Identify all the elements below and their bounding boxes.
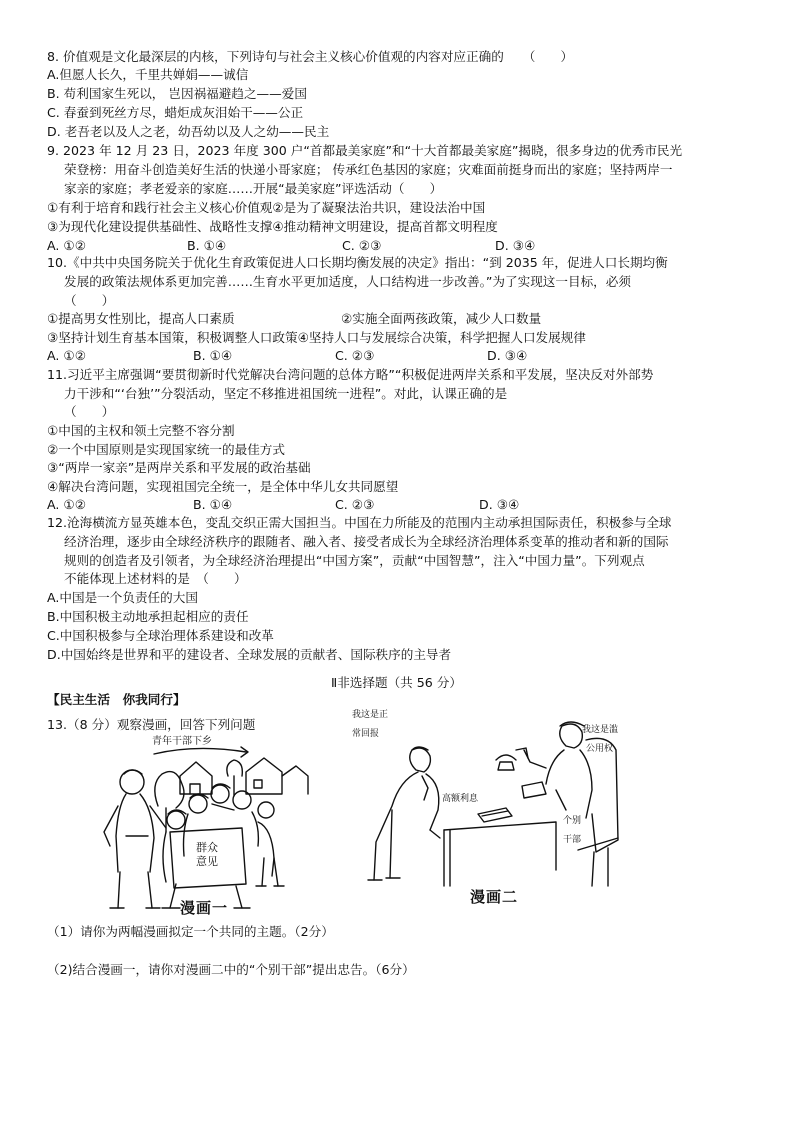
comic-one-banner: 青年干部下乡 xyxy=(152,736,212,747)
q8-option-d[interactable]: D. 老吾老以及人之老，幼吾幼以及人之幼——民主 xyxy=(47,124,330,139)
q11-statement-2: ②一个中国原则是实现国家统一的最佳方式 xyxy=(47,442,285,457)
q8-option-c[interactable]: C. 春蚕到死丝方尽，蜡炬成灰泪始干——公正 xyxy=(47,105,304,120)
q9-stem-line1: 9. 2023 年 12 月 23 日，2023 年度 300 户“首都最美家庭”和“十大首都最美家庭”揭晓，很多身边的优秀市民光 xyxy=(47,143,683,158)
comic-one-sign-line2: 意见 xyxy=(196,855,218,868)
q13-part1: （1）请你为两幅漫画拟定一个共同的主题。（2分） xyxy=(47,924,334,939)
comic-one-caption: 漫画一 xyxy=(180,899,229,917)
q9-options xyxy=(47,237,607,254)
q9-statements-2: ③为现代化建设提供基础性、战略性支撑④推动精神文明建设，提高首都文明程度 xyxy=(47,219,498,234)
comic-two-cadre-line2: 干部 xyxy=(563,835,582,845)
comic-two-speech-left-line2: 常回报 xyxy=(352,729,380,739)
q10-option-b[interactable]: B. ①④ xyxy=(193,348,233,363)
comic-one xyxy=(96,736,311,918)
q10-option-c[interactable]: C. ②③ xyxy=(335,348,375,363)
q9-option-b[interactable]: B. ①④ xyxy=(187,238,227,253)
q9-option-a[interactable]: A. ①② xyxy=(47,238,86,253)
q12-option-c[interactable]: C.中国积极参与全球治理体系建设和改革 xyxy=(47,628,274,643)
q10-statement-2: ②实施全面两孩政策，减少人口数量 xyxy=(341,311,542,326)
q11-option-d[interactable]: D. ③④ xyxy=(479,497,520,512)
q8-stem: 8. 价值观是文化最深层的内核，下列诗句与社会主义核心价值观的内容对应正确的 （ ） xyxy=(47,49,574,64)
q11-stem-line1: 11.习近平主席强调“要贯彻新时代党解决台湾问题的总体方略”“积极促进两岸关系和平发展，坚决反对外部势 xyxy=(47,367,654,382)
q8-option-a[interactable]: A.但愿人长久，千里共婵娟——诚信 xyxy=(47,67,249,82)
q10-stem-line2: 发展的政策法规体系更加完善……生育水平更加适度，人口结构进一步改善。”为了实现这一目标，必须 xyxy=(64,274,631,289)
q11-stem-line2: 力干涉和“‘台独’”分裂活动，坚定不移推进祖国统一进程”。对此，认课正确的是 xyxy=(64,386,508,401)
q13-part2: （2)结合漫画一，请你对漫画二中的“个别干部”提出忠告。（6分） xyxy=(47,962,415,977)
q11-option-a[interactable]: A. ①② xyxy=(47,497,86,512)
q11-statement-3: ③“两岸一家亲”是两岸关系和平发展的政治基础 xyxy=(47,460,311,475)
q10-statements-34: ③坚持计划生育基本国策，积极调整人口政策④坚持人口与发展综合决策，科学把握人口发展规律 xyxy=(47,330,586,345)
comic-two-speech-right-line2: 公用权 xyxy=(586,744,614,754)
q10-stem-line1: 10.《中共中央国务院关于优化生育政策促进人口长期均衡发展的决定》指出：“到 2035 年，促进人口长期均衡 xyxy=(47,255,668,270)
q12-option-a[interactable]: A.中国是一个负责任的大国 xyxy=(47,590,198,605)
q9-option-d[interactable]: D. ③④ xyxy=(495,238,536,253)
q12-stem-line4: 不能体现上述材料的是 （ ） xyxy=(64,571,247,586)
comic-two-speech-right-line1: 我这是滥 xyxy=(582,725,619,735)
q10-statement-1: ①提高男女性别比，提高人口素质 xyxy=(47,311,235,326)
q8-option-b[interactable]: B. 苟利国家生死以， 岂因祸福避趋之——爱国 xyxy=(47,86,307,101)
q11-options xyxy=(47,496,607,513)
q11-stem-line3: （ ） xyxy=(64,404,115,419)
q12-stem-line2: 经济治理，逐步由全球经济秩序的跟随者、融入者、接受者成长为全球经济治理体系变革的推动者和新的国际 xyxy=(64,534,669,549)
q11-option-b[interactable]: B. ①④ xyxy=(193,497,233,512)
comic-two-drawing xyxy=(346,710,626,890)
q10-options xyxy=(47,347,607,364)
comic-one-sign-line1: 群众 xyxy=(196,841,218,854)
q11-option-c[interactable]: C. ②③ xyxy=(335,497,375,512)
q10-option-d[interactable]: D. ③④ xyxy=(487,348,528,363)
q10-option-a[interactable]: A. ①② xyxy=(47,348,86,363)
q12-option-b[interactable]: B.中国积极主动地承担起相应的责任 xyxy=(47,609,249,624)
comic-one-drawing xyxy=(96,736,311,918)
q13-stem: 13.（8 分）观察漫画，回答下列问题 xyxy=(47,717,256,732)
q10-stem-line3: （ ） xyxy=(64,293,115,308)
comic-two xyxy=(346,710,626,890)
comic-two-speech-left-line1: 我这是正 xyxy=(352,710,389,720)
q11-statement-4: ④解决台湾问题，实现祖国完全统一，是全体中华儿女共同愿望 xyxy=(47,479,399,494)
comic-two-money-label: 高额利息 xyxy=(442,794,479,804)
section-heading: Ⅱ非选择题（共 56 分） xyxy=(331,675,462,690)
q12-option-d[interactable]: D.中国始终是世界和平的建设者、全球发展的贡献者、国际秩序的主导者 xyxy=(47,647,452,662)
q9-stem-line2: 荣登榜：用奋斗创造美好生活的快递小哥家庭； 传承红色基因的家庭；灾难面前挺身而出的家庭；坚持两岸一 xyxy=(64,162,673,177)
q9-option-c[interactable]: C. ②③ xyxy=(342,238,382,253)
q11-statement-1: ①中国的主权和领土完整不容分割 xyxy=(47,423,235,438)
comic-two-caption: 漫画二 xyxy=(470,888,519,906)
q12-stem-line3: 规则的创造者及引领者，为全球经济治理提出“中国方案”，贡献“中国智慧”，注入“中国力量”。下列观点 xyxy=(64,553,645,568)
q9-stem-line3: 家亲的家庭；孝老爱亲的家庭……开展“最美家庭”评选活动（ ） xyxy=(64,181,443,196)
comic-two-cadre-line1: 个别 xyxy=(563,816,582,826)
q9-statements-1: ①有利于培育和践行社会主义核心价值观②是为了凝聚法治共识，建设法治中国 xyxy=(47,200,486,215)
q12-stem-line1: 12.沧海横流方显英雄本色，变乱交织正需大国担当。中国在力所能及的范围内主动承担国际责任，积极参与全球 xyxy=(47,515,672,530)
unit-heading: 【民主生活 你我同行】 xyxy=(47,692,186,707)
